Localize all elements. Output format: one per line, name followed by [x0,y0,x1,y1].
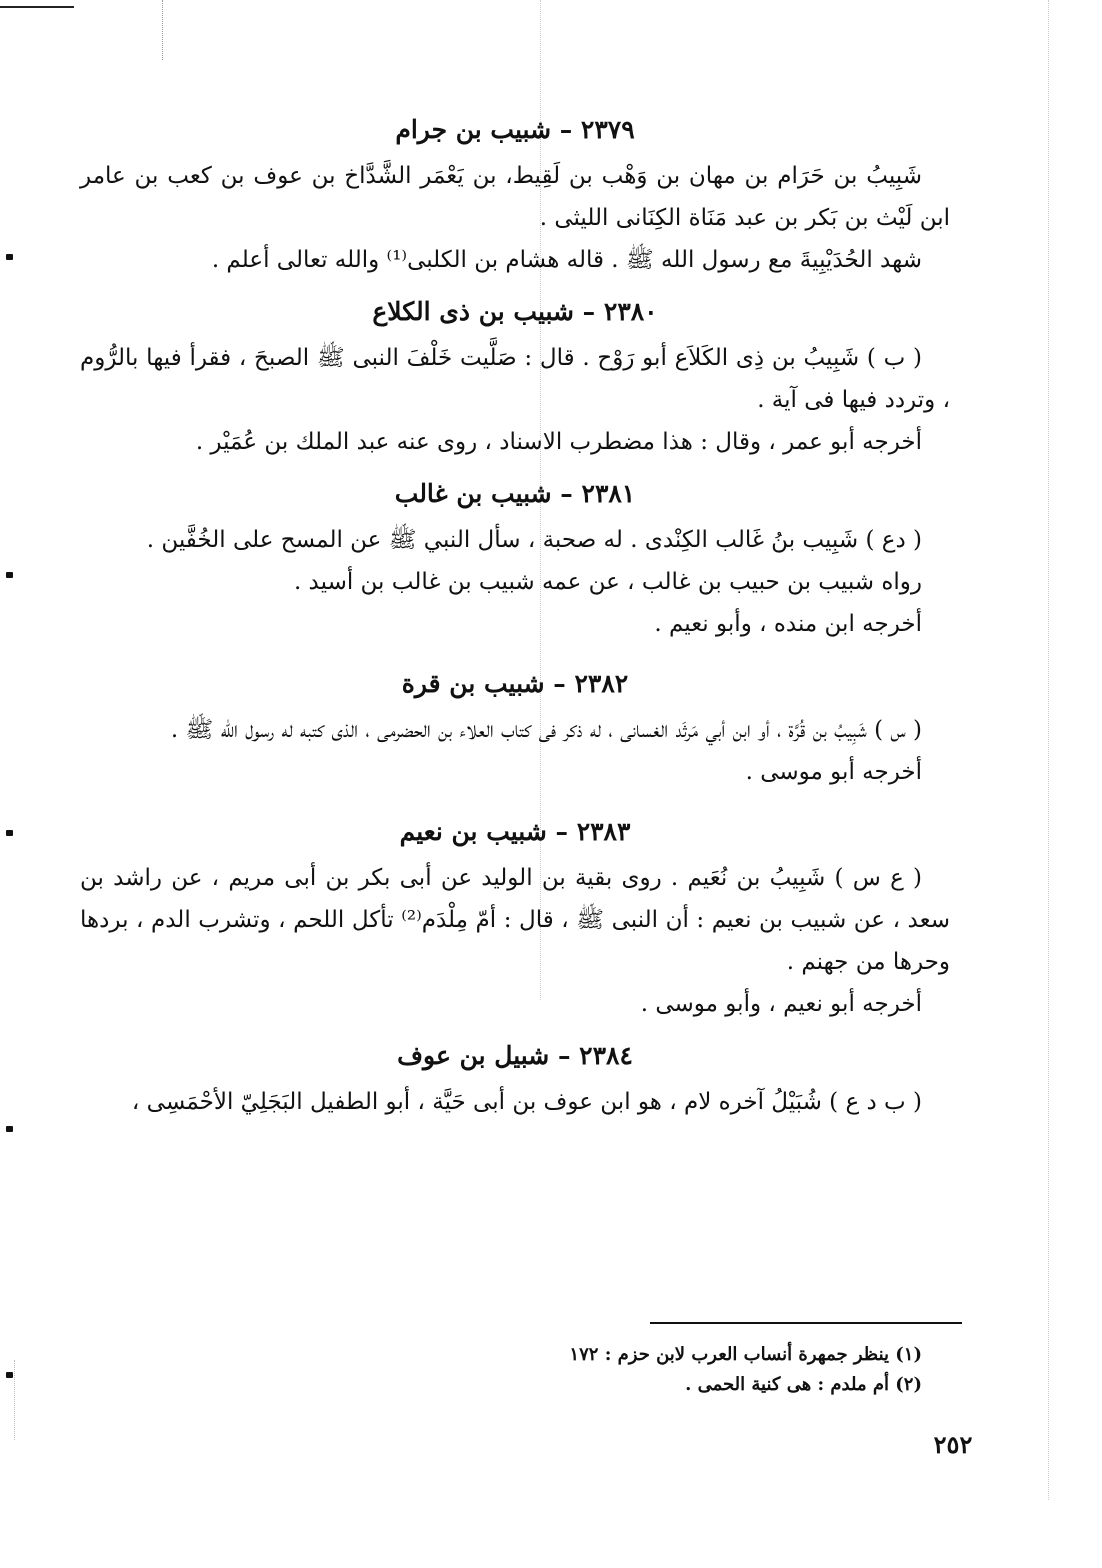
margin-mark [6,572,13,578]
footnote: (٢) أم ملدم : هى كنية الحمى . [685,1374,922,1395]
entry [80,105,950,281]
entry [80,469,950,645]
footnote: (١) ينظر جمهرة أنساب العرب لابن حزم : ١٧٢ [569,1344,922,1365]
entry-paragraph: ( دع ) شَبِيب بنُ غَالب الكِنْدى . له صحبة ، سأل النبي ﷺ عن المسح على الخُفَّين . [146,527,922,553]
footnote-separator [650,1322,962,1324]
entry-heading: ٢٣٨٢ – شبيب بن قرة [401,669,629,698]
entry-paragraph: شَبِيبُ بن حَرَام بن مهان بن وَهْب بن لَقِيط، بن يَعْمَر الشَّدَّاخ بن عوف بن كعب بن عامر ابن لَيْث بن بَكر بن عبد مَنَاة الكِنَانى الليثى . [80,163,950,231]
entry-heading: ٢٣٨١ – شبيب بن غالب [394,479,636,508]
entry-heading: ٢٣٨٤ – شبيل بن عوف [397,1041,633,1070]
margin-mark [6,830,13,836]
entry-paragraph: ( ب د ع ) شُبَيْلُ آخره لام ، هو ابن عوف بن أبى حَيَّة ، أبو الطفيل البَجَلِيّ الأحْمَسِى ، [131,1089,922,1115]
entry-heading: ٢٣٨٠ – شبيب بن ذى الكلاع [372,297,658,326]
entry-paragraph: أخرجه أبو عمر ، وقال : هذا مضطرب الاسناد ، روى عنه عبد الملك بن عُمَيْر . [195,429,922,455]
entry-paragraph: ( س ) شَبِيبُ بن قُرَّة ، أو ابن أبي مَرثَد الغسانى ، له ذكر فى كتاب العلاء بن الحضرمى ، الذى كتبه له رسول الله ﷺ . [170,717,922,743]
entry [80,659,950,793]
page-number: ٢٥٢ [933,1430,973,1459]
scan-artifact-line [162,0,163,60]
entry [80,807,950,1025]
entry-paragraph: شهد الحُدَيْبِيةَ مع رسول الله ﷺ . قاله هشام بن الكلبى⁽¹⁾ والله تعالى أعلم . [211,247,922,273]
margin-mark [6,1126,13,1132]
entry-paragraph: أخرجه أبو نعيم ، وأبو موسى . [640,991,922,1017]
entry [80,287,950,463]
entry-paragraph: أخرجه ابن منده ، وأبو نعيم . [654,611,922,637]
scan-artifact-line [14,1360,15,1440]
main-text [80,105,950,1123]
entry-heading: ٢٣٧٩ – شبيب بن جرام [395,115,635,144]
margin-mark [6,254,13,260]
margin-mark [6,1372,13,1378]
entry-paragraph: أخرجه أبو موسى . [745,759,922,785]
entry [80,1031,950,1123]
scan-edge-mark [0,6,74,8]
entry-paragraph: ( ب ) شَبِيبُ بن ذِى الكَلاَع أبو رَوْح . قال : صَلَّيت خَلْفَ النبى ﷺ الصبحَ ، فقرأ فيها بالرُّوم ، وتردد فيها فى آية . [80,345,950,413]
footnotes [520,1340,922,1400]
scan-artifact-line [1048,0,1049,1500]
entry-paragraph: رواه شبيب بن حبيب بن غالب ، عن عمه شبيب بن غالب بن أسيد . [293,569,922,595]
entry-paragraph: ( ع س ) شَبِيبُ بن نُعَيم . روى بقية بن الوليد عن أبى بكر بن أبى مريم ، عن راشد بن سعد ، عن شبيب بن نعيم : أن النبى ﷺ ، قال : أمّ مِلْدَم⁽²⁾ تأكل اللحم ، وتشرب الدم ، بردها وحرها من جهنم . [80,865,950,975]
entry-heading: ٢٣٨٣ – شبيب بن نعيم [399,817,631,846]
